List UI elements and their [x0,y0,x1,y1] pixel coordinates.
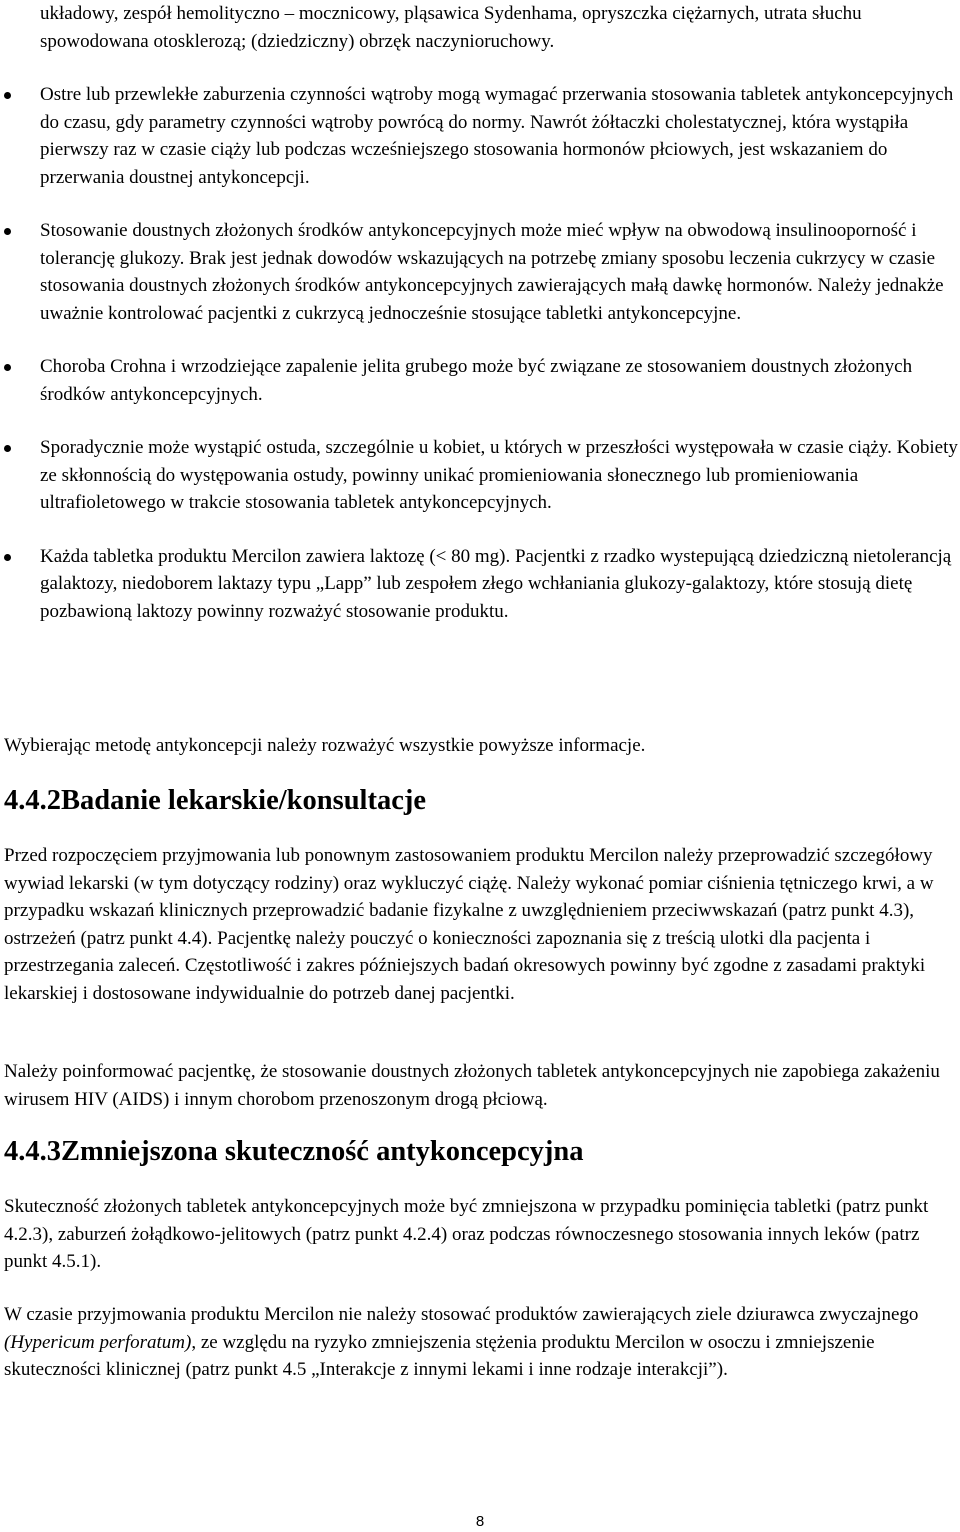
bullet-text: Sporadycznie może wystąpić ostuda, szczególnie u kobiet, u których w przeszłości występowała w czasie ciąży. Kobiety ze skłonnością do występowania ostudy, powinny unikać promieniowania słonecznego lub promieniowania ultrafioletowego w trakcie stosowania tabletek antykoncepcyjnych. [40,437,958,513]
bullet-item-chloasma [0,434,960,517]
section-heading-4-4-2 [4,787,426,815]
bullet-item-diabetes [0,217,960,327]
paragraph-text-end: , ze względu na ryzyko zmniejszenia stężenia produktu Mercilon w osoczu i zmniejszenie skuteczności klinicznej (patrz punkt 4.5 „Interakcje z innymi lekami i inne rodzaje interakcji”). [4,1331,875,1380]
continued-bullet-text: układowy, zespół hemolityczno – mocznicowy, pląsawica Sydenhama, opryszczka ciężarnych, utrata słuchu spowodowana otosklerozą; (dziedziczny) obrzęk naczynioruchowy. [40,3,862,52]
latin-plant-name: (Hypericum perforatum) [4,1331,192,1353]
summary-paragraph: Wybierając metodę antykoncepcji należy rozważyć wszystkie powyższe informacje. [4,735,646,756]
warnings-bullet-list [0,81,960,625]
section-number: 4.4.3 [4,1136,61,1167]
paragraph-text-start: W czasie przyjmowania produktu Mercilon nie należy stosować produktów zawierających ziele dziurawca zwyczajnego [4,1304,919,1325]
section-title: Badanie lekarskie/konsultacje [61,785,426,816]
section-4-4-3-paragraph-2 [4,1301,956,1384]
bullet-text: Ostre lub przewlekłe zaburzenia czynności wątroby mogą wymagać przerwania stosowania tabletek antykoncepcyjnych do czasu, gdy parametry czynności wątroby powrócą do normy. Nawrót żółtaczki cholestatycznej, która wystąpiła pierwszy raz w czasie ciąży lub podczas wcześniejszego stosowania hormonów płciowych, jest wskazaniem do przerwania doustnej antykoncepcji. [40,84,954,188]
bullet-icon [4,228,11,235]
section-4-4-2-paragraph-2: Należy poinformować pacjentkę, że stosowanie doustnych złożonych tabletek antykoncepcyjnych nie zapobiega zakażeniu wirusem HIV (AIDS) i innym chorobom przenoszonym drogą płciową. [4,1061,940,1110]
section-number: 4.4.2 [4,785,61,816]
bullet-icon [4,364,11,371]
bullet-icon [4,554,11,561]
page-number: 8 [475,1513,485,1530]
bullet-text: Stosowanie doustnych złożonych środków antykoncepcyjnych może mieć wpływ na obwodową insulinooporność i tolerancję glukozy. Brak jest jednak dowodów wskazujących na potrzebę zmiany sposobu leczenia cukrzycy w czasie stosowania doustnych złożonych środków antykoncepcyjnych zawierających małą dawkę hormonów. Należy jednakże uważnie kontrolować pacjentki z cukrzycą jednocześnie stosujące tabletki antykoncepcyjne. [40,220,944,324]
section-4-4-3-paragraph-1: Skuteczność złożonych tabletek antykoncepcyjnych może być zmniejszona w przypadku pominięcia tabletki (patrz punkt 4.2.3), zaburzeń żołądkowo-jelitowych (patrz punkt 4.2.4) oraz podczas równoczesnego stosowania innych leków (patrz punkt 4.5.1). [4,1196,929,1272]
section-title: Zmniejszona skuteczność antykoncepcyjna [61,1136,584,1167]
bullet-item-liver [0,81,960,191]
bullet-item-lactose [0,543,960,626]
bullet-icon [4,92,11,99]
section-heading-4-4-3 [4,1138,584,1166]
section-4-4-2-paragraph-1: Przed rozpoczęciem przyjmowania lub ponownym zastosowaniem produktu Mercilon należy przeprowadzić szczegółowy wywiad lekarski (w tym dotyczący rodziny) oraz wykluczyć ciążę. Należy wykonać pomiar ciśnienia tętniczego krwi, a w przypadku wskazań klinicznych przeprowadzić badanie fizykalne z uwzględnieniem przeciwwskazań (patrz punkt 4.3), ostrzeżeń (patrz punkt 4.4). Pacjentkę należy pouczyć o konieczności zapoznania się z treścią ulotki dla pacjenta i przestrzegania zaleceń. Częstotliwość i zakres późniejszych badań okresowych powinny być zgodne z zasadami praktyki lekarskiej i dostosowane indywidualnie do potrzeb danej pacjentki. [4,845,934,1004]
bullet-text: Choroba Crohna i wrzodziejące zapalenie jelita grubego może być związane ze stosowaniem doustnych złożonych środków antykoncepcyjnych. [40,356,913,405]
bullet-text: Każda tabletka produktu Mercilon zawiera laktozę (< 80 mg). Pacjentki z rzadko wystepującą dziedziczną nietolerancją galaktozy, niedoborem laktazy typu „Lapp” lub zespołem złego wchłaniania glukozy-galaktozy, które stosują dietę pozbawioną laktozy powinny rozważyć stosowanie produktu. [40,545,952,622]
bullet-icon [4,445,11,452]
bullet-item-crohn [0,353,960,408]
